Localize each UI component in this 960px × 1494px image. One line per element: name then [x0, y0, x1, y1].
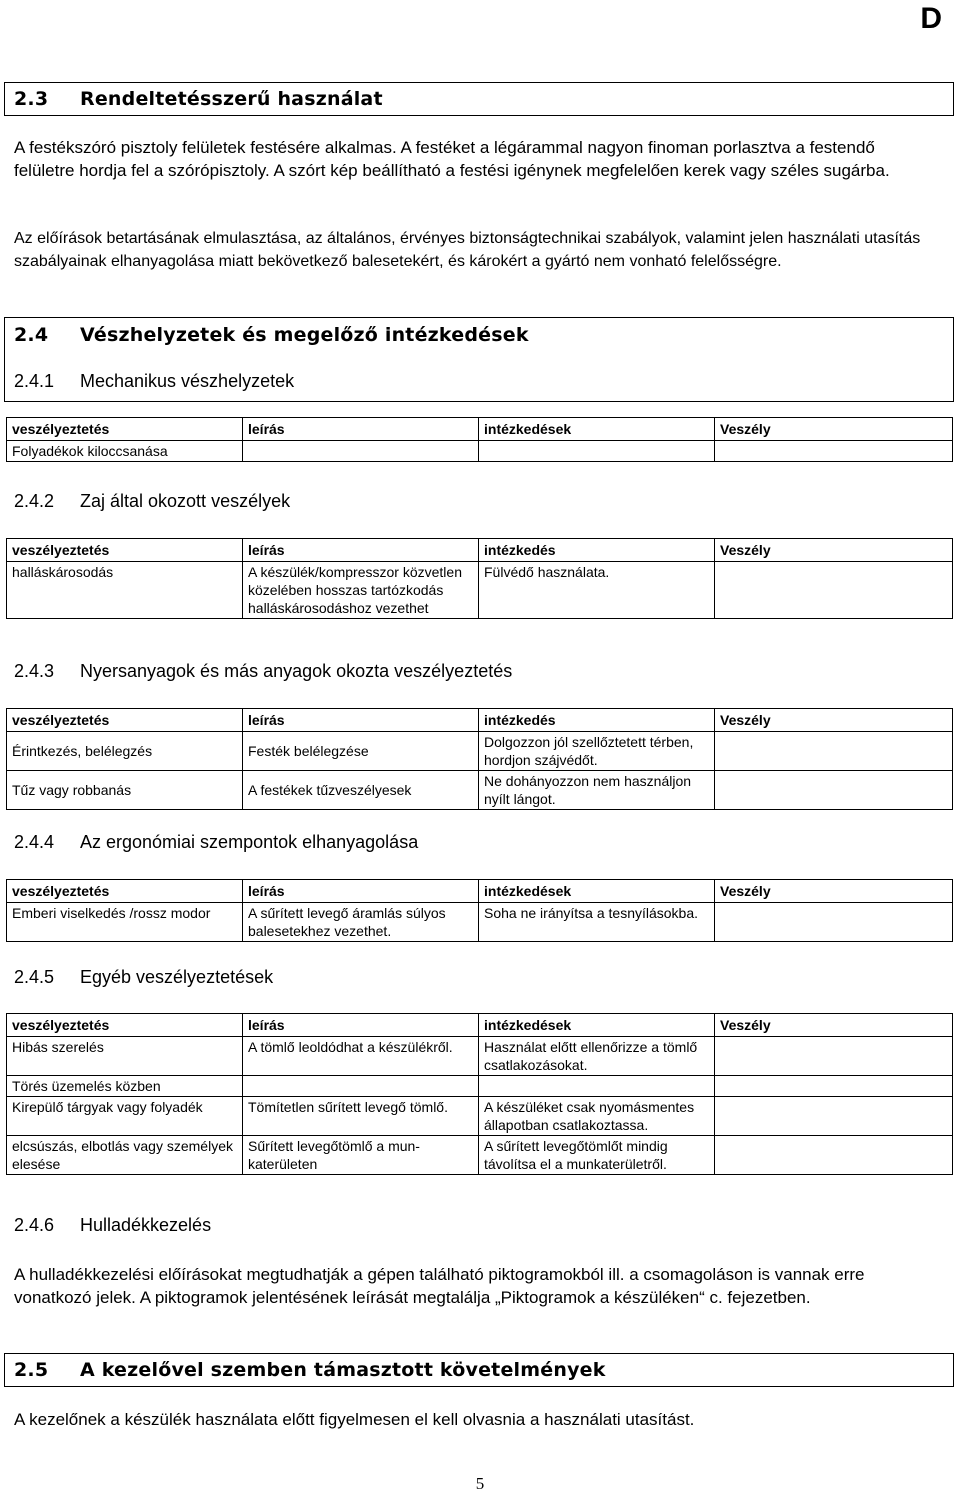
header-cell: veszélyeztetés [7, 418, 243, 441]
table-cell [243, 441, 479, 462]
section-title: A kezelővel szemben támasztott követelmények [80, 1359, 606, 1381]
table-cell: Tömítetlen sűrített levegő tömlő. [243, 1097, 479, 1136]
header-cell: leírás [243, 539, 479, 562]
section-heading-2-5 [14, 1359, 606, 1381]
table-row [7, 1037, 953, 1076]
table-row [7, 903, 953, 942]
table-cell: A készüléket csak nyomásmentes állapotban csatlakoztassa. [479, 1097, 715, 1136]
header-cell: veszélyeztetés [7, 539, 243, 562]
section-title: Vészhelyzetek és megelőző intézkedések [80, 324, 529, 346]
subsection-title: Mechanikus vészhelyzetek [80, 371, 295, 391]
table-cell [715, 441, 953, 462]
subsection-title: Nyersanyagok és más anyagok okozta veszélyeztetés [80, 661, 513, 681]
table-cell: Kirepülő tárgyak vagy folyadék [7, 1097, 243, 1136]
table-row [7, 441, 953, 462]
table-cell [715, 1136, 953, 1175]
section-number: 2.5 [14, 1359, 49, 1381]
header-cell: Veszély [715, 418, 953, 441]
table-cell: Használat előtt ellenőrizze a tömlő csatlakozásokat. [479, 1037, 715, 1076]
table-cell [715, 1037, 953, 1076]
section-heading-2-3 [14, 88, 383, 110]
subsection-title: Hulladékkezelés [80, 1215, 212, 1235]
hazard-table-ergonomics [6, 879, 953, 942]
subsection-heading-2-4-1 [14, 371, 294, 392]
subsection-heading-2-4-2 [14, 491, 290, 512]
subsection-title: Zaj által okozott veszélyek [80, 491, 291, 511]
hazard-table-noise [6, 538, 953, 619]
table-cell: A tömlő leoldódhat a készülékről. [243, 1037, 479, 1076]
table-cell: A sűrített levegő áramlás súlyos balesetekhez vezethet. [243, 903, 479, 942]
table-header-row [7, 539, 953, 562]
header-cell: intézkedés [479, 709, 715, 732]
header-cell: veszélyeztetés [7, 1014, 243, 1037]
table-cell: A készülék/kompresszor közvetlen közelében hosszas tartózkodás halláskárosodáshoz vezethet [243, 562, 479, 619]
header-cell: Veszély [715, 709, 953, 732]
header-cell: leírás [243, 1014, 479, 1037]
header-cell: veszélyeztetés [7, 880, 243, 903]
table-cell [715, 903, 953, 942]
paragraph-operator: A kezelőnek a készülék használata előtt figyelmesen el kell olvasnia a használati utasítást. [14, 1410, 695, 1429]
table-cell: halláskárosodás [7, 562, 243, 619]
table-row [7, 771, 953, 810]
subsection-heading-2-4-5 [14, 967, 273, 988]
table-cell [243, 1076, 479, 1097]
subsection-number: 2.4.3 [14, 661, 55, 681]
header-cell: intézkedések [479, 1014, 715, 1037]
table-cell [479, 1076, 715, 1097]
table-cell: Sűrített levegőtömlő a mun-katerületen [243, 1136, 479, 1175]
paragraph-purpose: A festékszóró pisztoly felületek festésére alkalmas. A festéket a légárammal nagyon finoman porlasztva a festendő felületre hordja fel a szórópisztoly. A szórt kép beállítható a festési igénynek megfelelően kerek vagy széles sugárba. [14, 138, 890, 180]
subsection-number: 2.4.4 [14, 832, 55, 852]
subsection-heading-2-4-4 [14, 832, 418, 853]
subsection-heading-2-4-6 [14, 1215, 211, 1236]
table-header-row [7, 1014, 953, 1037]
table-cell [715, 562, 953, 619]
section-number: 2.4 [14, 324, 49, 346]
table-row [7, 562, 953, 619]
table-cell [715, 732, 953, 771]
table-header-row [7, 418, 953, 441]
table-cell: Festék belélegzése [243, 732, 479, 771]
hazard-table-mechanical [6, 417, 953, 462]
subsection-number: 2.4.5 [14, 967, 55, 987]
header-cell: Veszély [715, 880, 953, 903]
subsection-number: 2.4.2 [14, 491, 55, 511]
table-cell [715, 771, 953, 810]
table-cell [479, 441, 715, 462]
table-cell: Fülvédő használata. [479, 562, 715, 619]
table-cell: Ne dohányozzon nem használjon nyílt lángot. [479, 771, 715, 810]
hazard-table-other [6, 1013, 953, 1175]
table-cell: Tűz vagy robbanás [7, 771, 243, 810]
table-row [7, 1097, 953, 1136]
subsection-number: 2.4.1 [14, 371, 55, 391]
table-cell: Emberi viselkedés /rossz modor [7, 903, 243, 942]
subsection-title: Egyéb veszélyeztetések [80, 967, 274, 987]
hazard-table-materials [6, 708, 953, 810]
header-cell: intézkedések [479, 418, 715, 441]
subsection-number: 2.4.6 [14, 1215, 55, 1235]
table-cell: A sűrített levegőtömlőt mindig távolítsa el a munkaterületről. [479, 1136, 715, 1175]
table-cell: Dolgozzon jól szellőztetett térben, hordjon szájvédőt. [479, 732, 715, 771]
header-cell: veszélyeztetés [7, 709, 243, 732]
table-row [7, 1076, 953, 1097]
section-number: 2.3 [14, 88, 49, 110]
table-cell: Folyadékok kiloccsanása [7, 441, 243, 462]
table-cell: Törés üzemelés közben [7, 1076, 243, 1097]
table-header-row [7, 880, 953, 903]
table-header-row [7, 709, 953, 732]
subsection-title: Az ergonómiai szempontok elhanyagolása [80, 832, 419, 852]
table-row [7, 732, 953, 771]
page-number: 5 [475, 1474, 485, 1493]
header-cell: leírás [243, 880, 479, 903]
table-cell: Soha ne irányítsa a tesnyílásokba. [479, 903, 715, 942]
header-cell: intézkedések [479, 880, 715, 903]
section-heading-2-4 [14, 324, 529, 346]
paragraph-liability: Az előírások betartásának elmulasztása, az általános, érvényes biztonságtechnikai szabályok, valamint jelen használati utasítás szabályainak elhanyagolása miatt bekövetkező balesetekért, és károkért a gyártó nem vonható felelősségre. [14, 230, 921, 270]
table-row [7, 1136, 953, 1175]
table-cell [715, 1076, 953, 1097]
paragraph-waste: A hulladékkezelési előírásokat megtudhatják a gépen található piktogramokból ill. a csomagoláson is vannak erre vonatkozó jelek. A piktogramok jelentésének leírását megtalálja „Piktogramok a készüléken“ c. fejezetben. [14, 1265, 865, 1307]
section-title: Rendeltetésszerű használat [80, 88, 383, 110]
table-cell: elcsúszás, elbotlás vagy személyek elesése [7, 1136, 243, 1175]
header-cell: leírás [243, 709, 479, 732]
table-cell [715, 1097, 953, 1136]
table-cell: Hibás szerelés [7, 1037, 243, 1076]
table-cell: A festékek tűzveszélyesek [243, 771, 479, 810]
language-marker: D [920, 2, 942, 35]
header-cell: leírás [243, 418, 479, 441]
table-cell: Érintkezés, belélegzés [7, 732, 243, 771]
header-cell: Veszély [715, 539, 953, 562]
subsection-heading-2-4-3 [14, 661, 512, 682]
header-cell: Veszély [715, 1014, 953, 1037]
header-cell: intézkedés [479, 539, 715, 562]
